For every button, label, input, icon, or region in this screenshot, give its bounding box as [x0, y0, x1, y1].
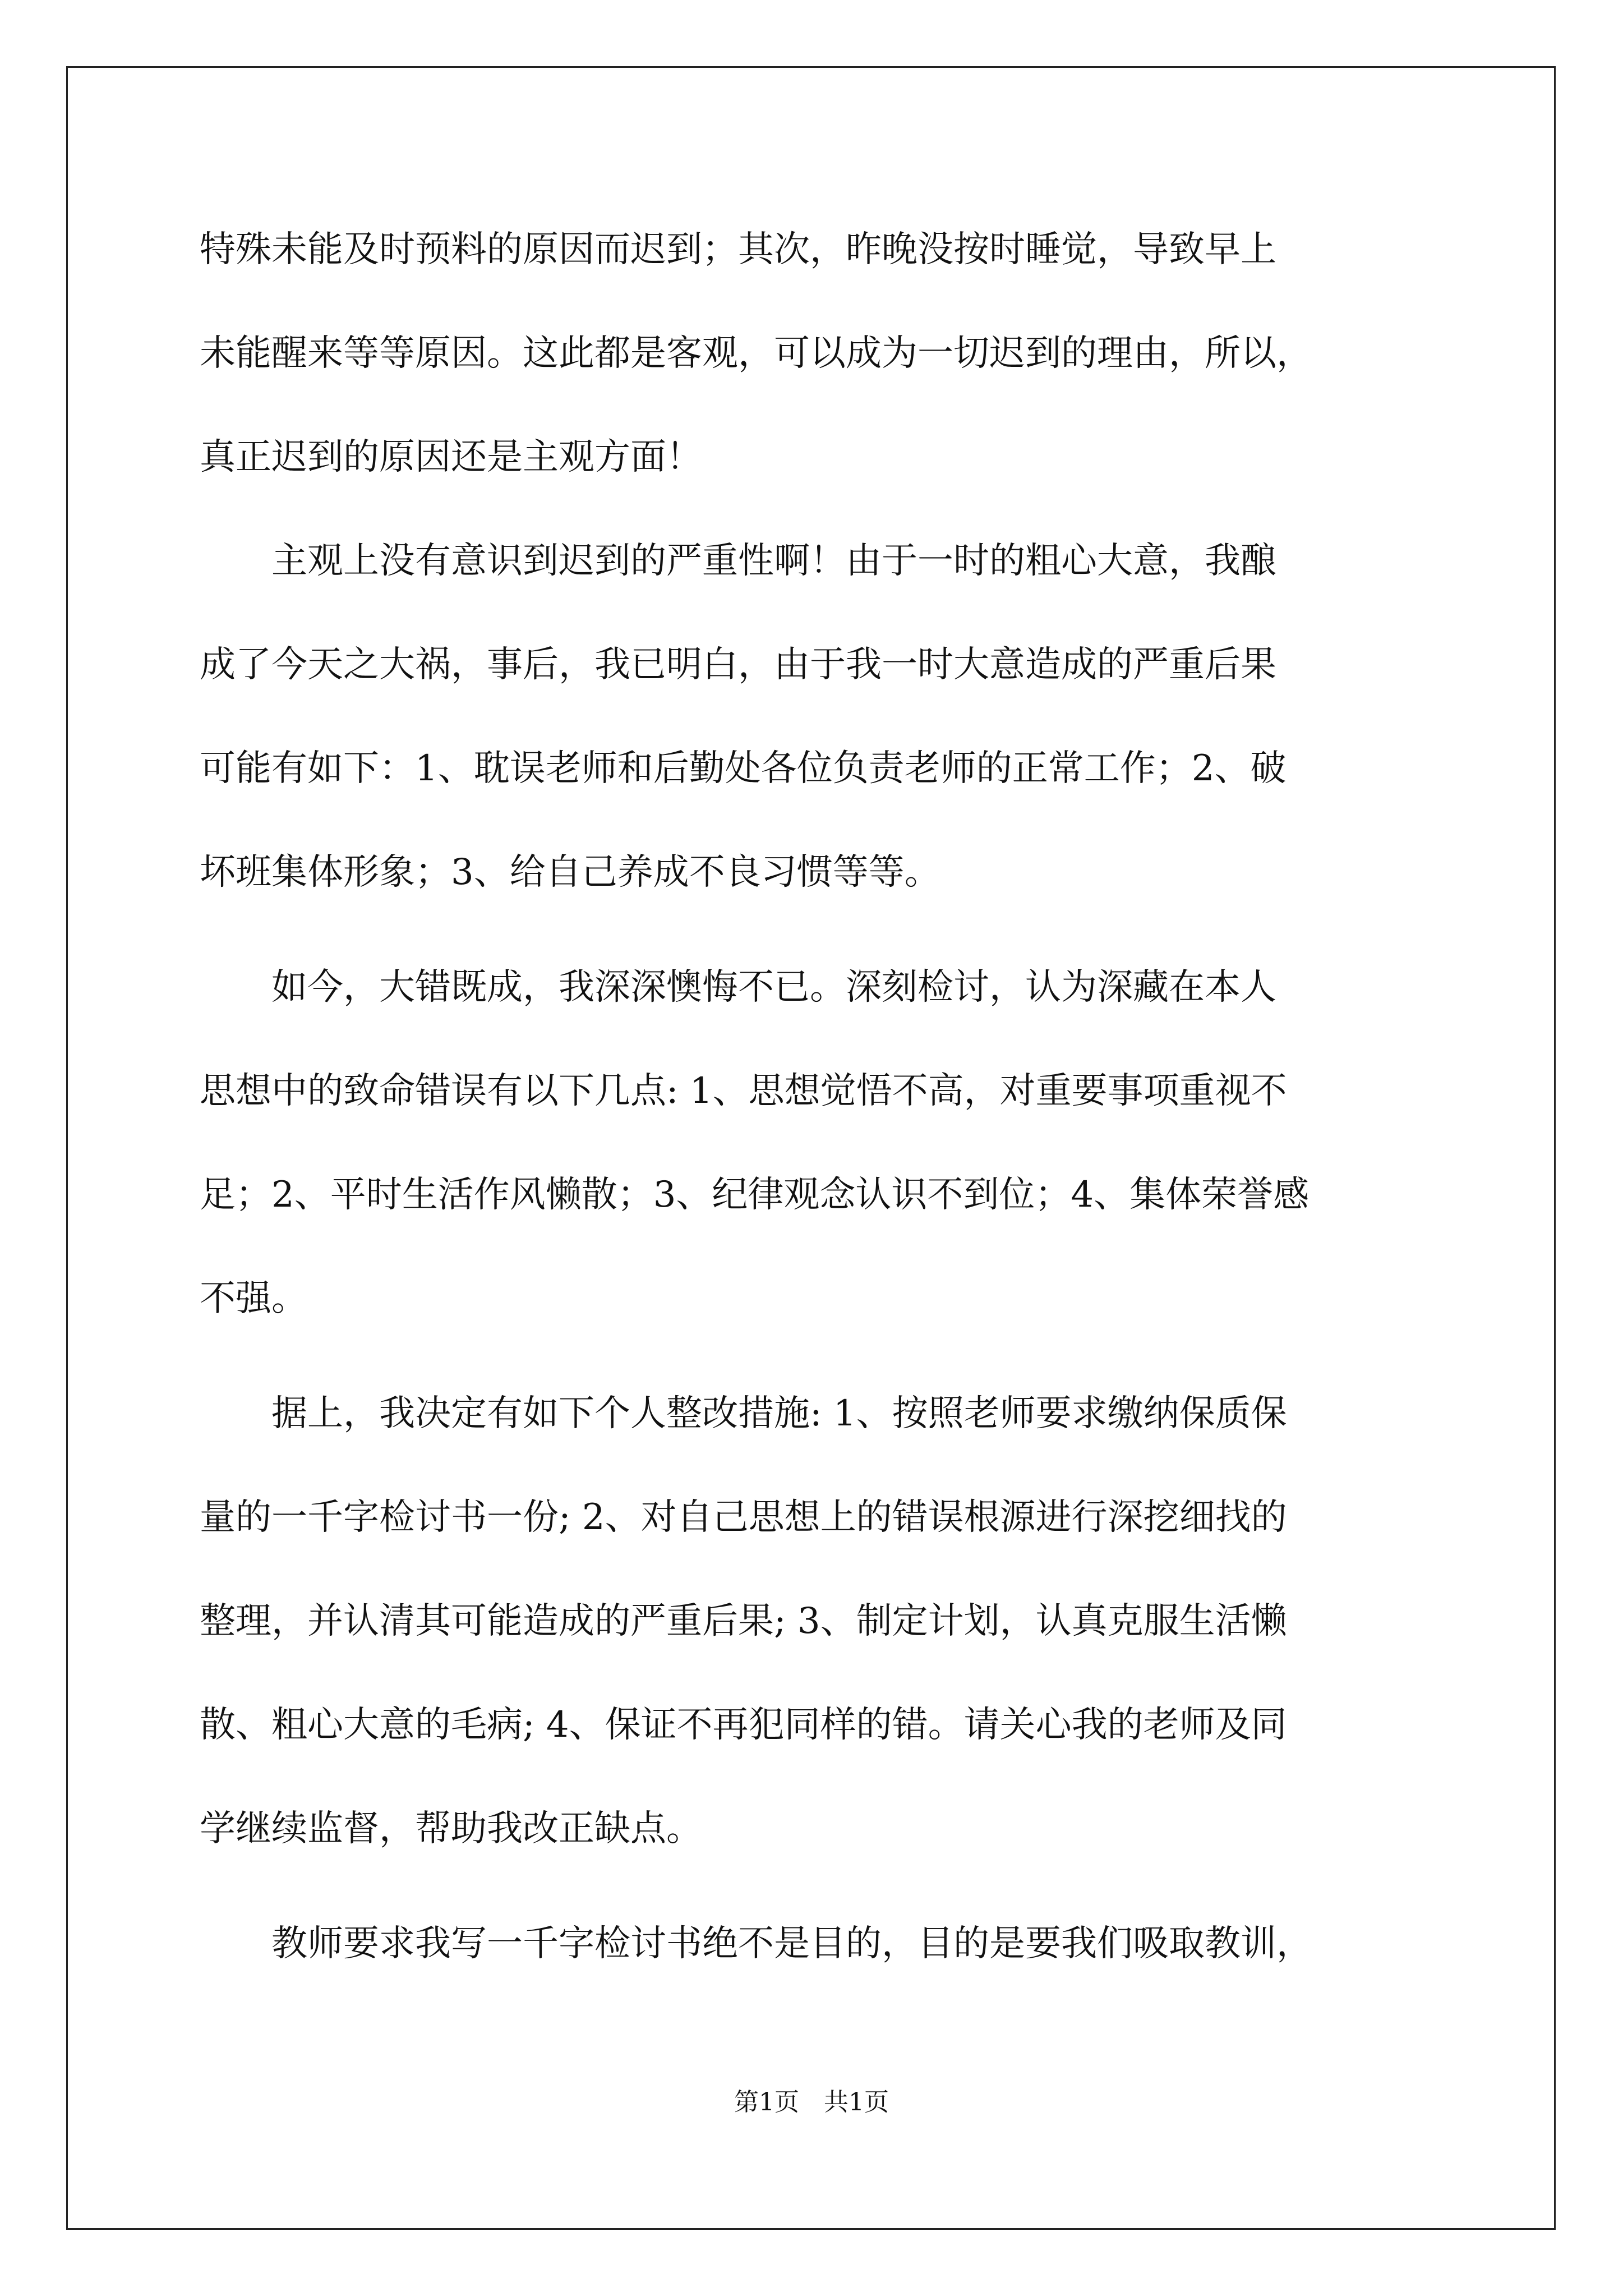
text-line: 学继续监督，帮助我改正缺点。	[200, 1808, 702, 1849]
text-line: 量的一千字检讨书一份; 2、对自己思想上的错误根源进行深挖细找的	[200, 1497, 1287, 1538]
text-line: 如今，大错既成，我深深懊悔不已。深刻检讨，认为深藏在本人	[200, 967, 1276, 1008]
text-line: 不强。	[200, 1278, 307, 1319]
page-border	[66, 66, 1556, 2230]
text-line: 散、粗心大意的毛病; 4、保证不再犯同样的错。请关心我的老师及同	[200, 1704, 1287, 1746]
page-footer: 第1页 共1页	[734, 2088, 889, 2116]
text-line: 据上，我决定有如下个人整改措施: 1、按照老师要求缴纳保质保	[200, 1393, 1287, 1434]
text-line: 未能醒来等等原因。这此都是客观，可以成为一切迟到的理由，所以，	[200, 333, 1312, 374]
text-line: 特殊未能及时预料的原因而迟到；其次，昨晚没按时睡觉，导致早上	[200, 229, 1276, 270]
text-line: 教师要求我写一千字检讨书绝不是目的，目的是要我们吸取教训，	[200, 1923, 1312, 1964]
text-line: 可能有如下：1、耽误老师和后勤处各位负责老师的正常工作；2、破	[200, 748, 1287, 789]
text-line: 真正迟到的原因还是主观方面！	[200, 436, 702, 478]
text-line: 思想中的致命错误有以下几点: 1、思想觉悟不高，对重要事项重视不	[200, 1070, 1287, 1112]
text-line: 坏班集体形象；3、给自己养成不良习惯等等。	[200, 852, 940, 893]
text-line: 成了今天之大祸，事后，我已明白，由于我一时大意造成的严重后果	[200, 644, 1276, 685]
text-line: 整理，并认清其可能造成的严重后果; 3、制定计划，认真克服生活懒	[200, 1600, 1287, 1642]
text-line: 足；2、平时生活作风懒散；3、纪律观念认识不到位；4、集体荣誉感	[200, 1174, 1310, 1216]
text-line: 主观上没有意识到迟到的严重性啊！由于一时的粗心大意，我酿	[200, 540, 1276, 582]
